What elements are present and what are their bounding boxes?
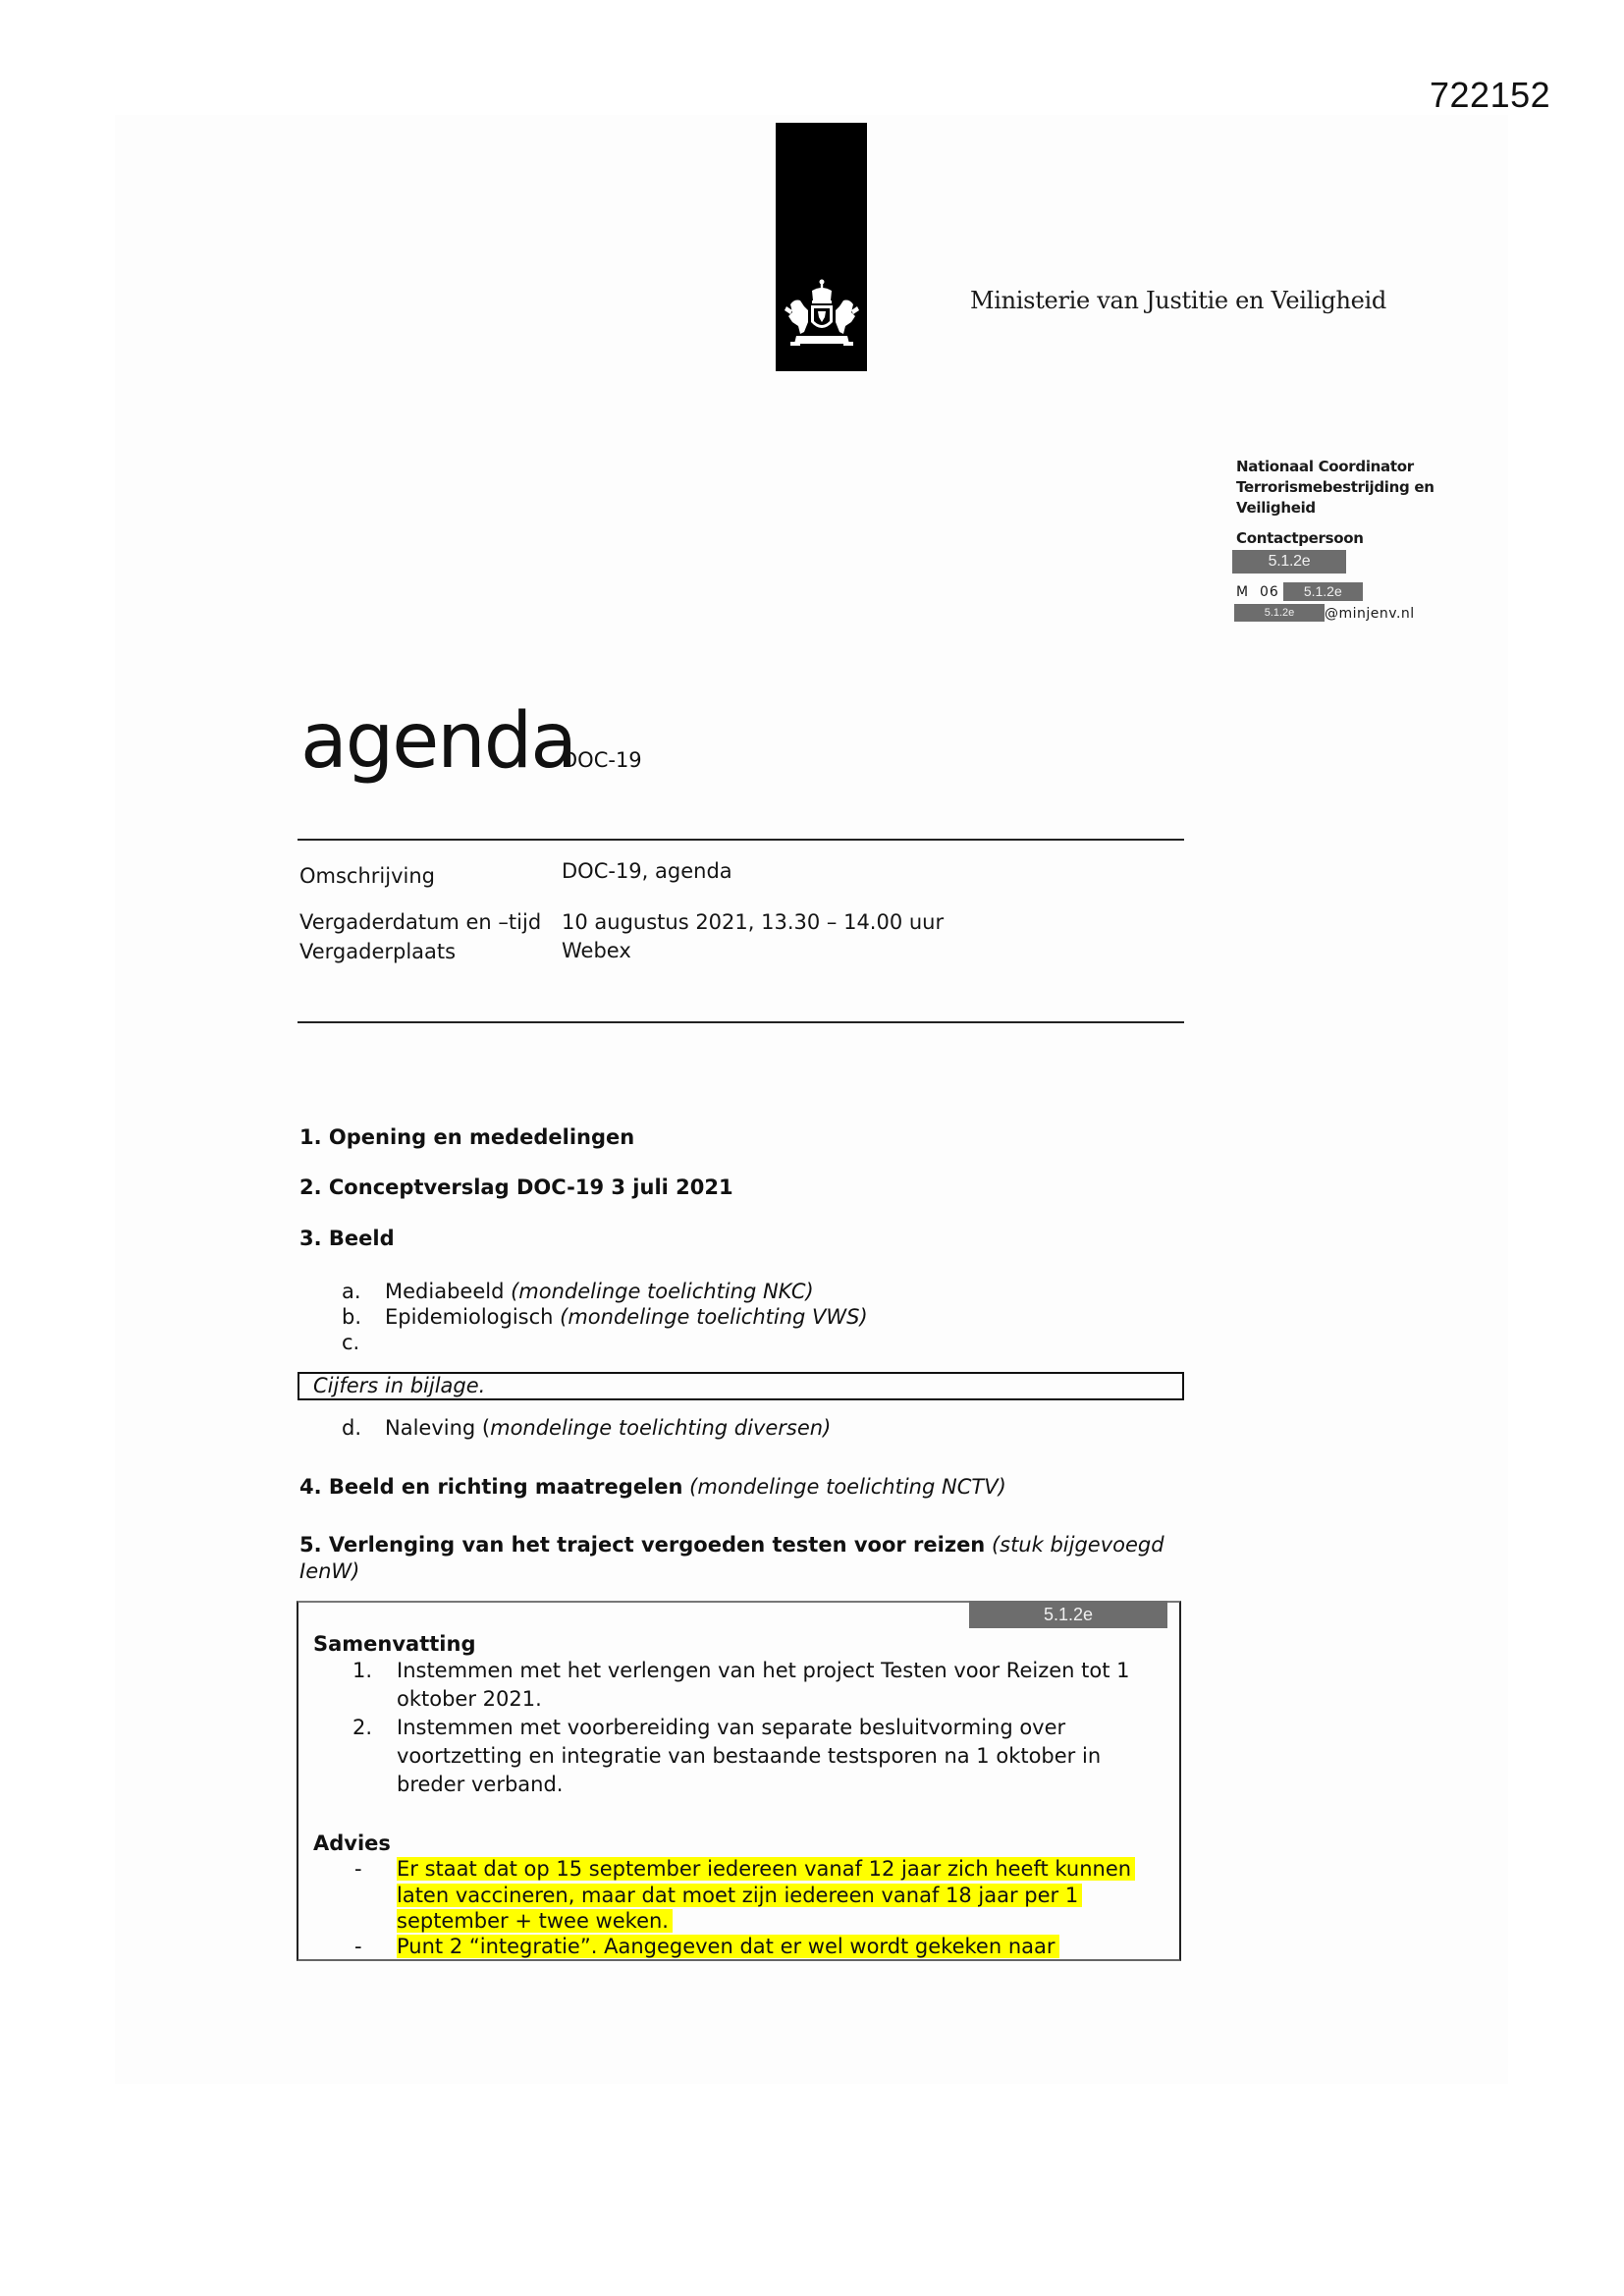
subitem-letter: a. xyxy=(342,1280,361,1303)
divider-top xyxy=(298,839,1184,841)
item-title: 4. Beeld en richting maatregelen xyxy=(299,1475,683,1499)
agenda-subitem-b xyxy=(342,1305,868,1329)
subitem-note: (mondelinge toelichting NKC) xyxy=(511,1280,814,1303)
item-note: (stuk bijgevoegd IenW) xyxy=(299,1533,1164,1583)
agenda-item-3: 3. Beeld xyxy=(299,1227,395,1250)
ministry-name: Ministerie van Justitie en Veiligheid xyxy=(970,287,1386,314)
contact-block xyxy=(1236,457,1435,622)
advice-text-wrapper xyxy=(397,1934,1172,1960)
agenda-item-4 xyxy=(299,1475,1006,1499)
agenda-subitem-a xyxy=(342,1280,814,1303)
page-title: agenda xyxy=(300,697,576,786)
organization-name xyxy=(1236,457,1435,519)
org-line: Veiligheid xyxy=(1236,499,1316,517)
subitem-letter: d. xyxy=(342,1416,362,1440)
phone-redaction: 5.1.2e xyxy=(1283,582,1363,601)
subitem-text: Mediabeeld xyxy=(385,1280,512,1303)
agenda-subitem-c xyxy=(342,1331,385,1354)
list-number: 2. xyxy=(352,1716,373,1739)
subitem-text: Naleving ( xyxy=(385,1416,491,1440)
advice-text-wrapper xyxy=(397,1856,1172,1935)
agenda-item-2: 2. Conceptverslag DOC-19 3 juli 2021 xyxy=(299,1175,733,1199)
org-line: Nationaal Coordinator xyxy=(1236,458,1414,475)
figures-note-box: Cijfers in bijlage. xyxy=(298,1372,1184,1400)
meta-label: Vergaderdatum en –tijd xyxy=(299,910,542,934)
item-title: 5. Verlenging van het traject vergoeden testen voor reizen xyxy=(299,1533,986,1557)
email-line xyxy=(1234,604,1415,625)
subitem-letter: c. xyxy=(342,1331,360,1354)
subitem-note: mondelinge toelichting diversen) xyxy=(490,1416,832,1440)
email-redaction: 5.1.2e xyxy=(1234,604,1325,622)
list-number: 1. xyxy=(352,1659,373,1682)
page-subtitle: DOC-19 xyxy=(562,748,642,772)
contact-person-label: Contactpersoon xyxy=(1236,529,1364,547)
email-domain: @minjenv.nl xyxy=(1325,606,1415,622)
list-text: Instemmen met het verlengen van het project Testen voor Reizen tot 1 oktober 2021. xyxy=(397,1659,1130,1711)
summary-redaction: 5.1.2e xyxy=(969,1601,1167,1628)
meta-label: Omschrijving xyxy=(299,864,435,888)
advice-title: Advies xyxy=(313,1831,391,1855)
subitem-text: Epidemiologisch xyxy=(385,1305,561,1329)
agenda-subitem-d xyxy=(342,1416,831,1440)
agenda-item-1: 1. Opening en mededelingen xyxy=(299,1125,635,1149)
coat-of-arms-icon xyxy=(783,277,861,354)
meta-value: DOC-19, agenda xyxy=(562,859,732,883)
agenda-item-5 xyxy=(299,1532,1188,1585)
summary-title: Samenvatting xyxy=(313,1632,476,1656)
meta-label: Vergaderplaats xyxy=(299,940,457,963)
divider-bottom xyxy=(298,1021,1184,1023)
phone-prefix: M 06 xyxy=(1236,584,1279,600)
bullet: - xyxy=(354,1857,362,1881)
subitem-letter: b. xyxy=(342,1305,362,1329)
org-line: Terrorismebestrijding en xyxy=(1236,478,1435,496)
highlighted-text: Er staat dat op 15 september iedereen vanaf 12 jaar zich heeft kunnen laten vaccineren, maar dat moet zijn iedereen vanaf 18 jaar per 1 september + twee weken. xyxy=(397,1857,1135,1933)
meta-value: Webex xyxy=(562,939,631,962)
subitem-note: (mondelinge toelichting VWS) xyxy=(560,1305,868,1329)
contact-person-redaction: 5.1.2e xyxy=(1232,550,1346,574)
document-number: 722152 xyxy=(1430,75,1551,115)
bullet: - xyxy=(354,1935,362,1958)
meta-value: 10 augustus 2021, 13.30 – 14.00 uur xyxy=(562,910,945,934)
phone-line xyxy=(1236,582,1363,603)
item-note: (mondelinge toelichting NCTV) xyxy=(682,1475,1006,1499)
highlighted-text: Punt 2 “integratie”. Aangegeven dat er wel wordt gekeken naar xyxy=(397,1935,1059,1958)
item-5-summary-box xyxy=(297,1601,1181,1961)
list-text: Instemmen met voorbereiding van separate besluitvorming over voortzetting en integratie van bestaande testsporen na 1 oktober in breder verband. xyxy=(397,1716,1102,1796)
